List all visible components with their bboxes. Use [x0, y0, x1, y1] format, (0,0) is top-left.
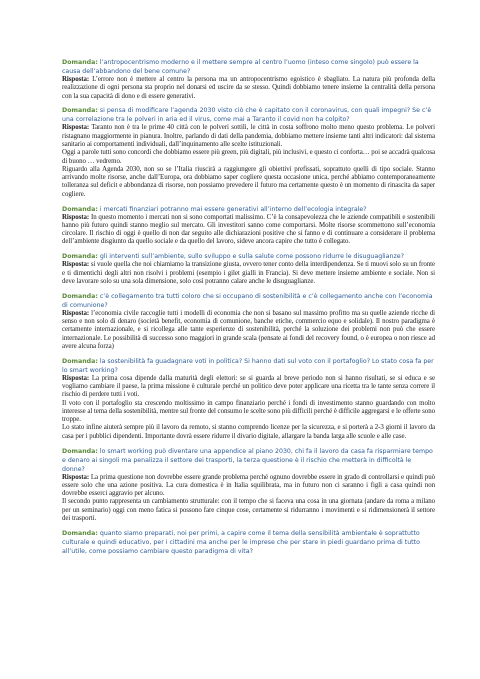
- answer-label: Risposta:: [62, 213, 90, 221]
- answer-label: Risposta:: [62, 473, 90, 481]
- answer-label: Risposta:: [62, 261, 90, 269]
- question: [62, 252, 435, 261]
- question-label: Domanda:: [62, 205, 98, 213]
- qa-item: [62, 205, 435, 247]
- qa-item: [62, 292, 435, 351]
- answer-label: Risposta:: [62, 124, 90, 132]
- question-label: Domanda:: [62, 447, 98, 455]
- answer-paragraph: Lo stato infine aiuterà sempre più il lavoro da remoto, si stanno comprendo licenze per la sicurezza, e si porterà a 2-3 giorni il lavoro da casa per i pubblici dipendenti. Importante dovrà essere ridurre il divario digitale, allargare la banda larga alle scuole e alle case.: [62, 424, 435, 440]
- question: [62, 106, 435, 124]
- question: [62, 205, 435, 214]
- answer-paragraph: [62, 76, 435, 101]
- qa-item: [62, 106, 435, 199]
- answer-paragraph: Il voto con il portafoglio sta crescendo moltissimo in campo finanziario perché i fondi di investimento stanno guardando con molto interesse al tema della sostenibilità, mentre sul fronte del consumo le scelte sono più difficili perché è difficile aggregarsi e le offerte sono troppe.: [62, 399, 435, 424]
- question-text: c’è collegamento tra tutti coloro che si occupano di sostenibilità e c’è collegamento anche con l’economia di comunione?: [62, 292, 433, 309]
- answer-text: L’errore non è mettere al centro la persona ma un antropocentrismo egoistico è sbagliato. La natura più profonda della realizzazione di ogni persona sta proprio nel donarsi ed uscire da se stesso. Quindi dobbiamo tenere insieme la centralità della persona con la sua capacità di dono e di essere generativi.: [62, 76, 435, 100]
- question-text: i mercati finanziari potranno mai essere generativi all’interno dell’ecologia integrale?: [99, 205, 367, 213]
- question-label: Domanda:: [62, 357, 98, 365]
- question: [62, 447, 435, 474]
- answer-paragraph: [62, 214, 435, 247]
- answer-text: La prima cosa dipende dalla maturità degli elettori: se si guarda al breve periodo non si hanno risultati, se si educa e se vogliamo cambiare il paese, la prima missione è culturale perché un politico deve poter applicare una ricetta tra le tante senza correre il rischio di perdere tutti i voti.: [62, 374, 435, 399]
- answer: [62, 375, 435, 441]
- qa-item: [62, 529, 435, 556]
- answer-label: Risposta:: [62, 76, 90, 83]
- question-text: si pensa di modificare l’agenda 2030 visto ciò che è capitato con il coronavirus, con quali impegni? Se c’è una correlazione tra le polveri in aria ed il virus, come mai a Taranto il covid non ha colpito?: [62, 107, 432, 124]
- answer-label: Risposta:: [62, 374, 90, 382]
- question-text: lo smart working può diventare una appendice al piano 2030, chi fa il lavoro da casa fa risparmiare tempo e denaro ai singoli ma penalizza il settore dei trasporti, la terza questione è il rischio che metterà in difficoltà le donne?: [62, 447, 433, 473]
- answer: [62, 310, 435, 351]
- answer: [62, 124, 435, 199]
- question: [62, 292, 435, 310]
- question-label: Domanda:: [62, 529, 98, 537]
- question-label: Domanda:: [62, 292, 98, 300]
- answer: [62, 76, 435, 101]
- answer-text: l’economia civile raccoglie tutti i modelli di economia che non si basano sul massimo profitto ma su quelle aziende ricche di senso e non solo di denaro (società benefit, economia di comunione, banche etiche, commercio equo e solidale). Il nostro paradigma è certamente internazionale, e si ricollega alle tante esperienze di sostenibilità, perché la soluzione dei problemi non può che essere internazionale. Le possibilità di successo sono maggiori in grande scala (pensate ai fondi del recovery found, o è europea o non riesce ad avere alcuna forza): [62, 309, 435, 350]
- document-page: [62, 58, 435, 561]
- question-label: Domanda:: [62, 253, 98, 261]
- answer: [62, 261, 435, 286]
- question: [62, 529, 435, 556]
- question-label: Domanda:: [62, 107, 98, 115]
- qa-item: [62, 447, 435, 524]
- answer-paragraph: Il secondo punto rappresenta un cambiamento strutturale: con il tempo che si faceva una cosa in una giornata (andare da roma a milano per un seminario) oggi con meno fatica si possono fare cinque cose, certamente si ridurranno i movimenti e si ridimensionerà il settore dei trasporti.: [62, 498, 435, 522]
- qa-item: [62, 252, 435, 286]
- answer-paragraph: [62, 261, 435, 286]
- answer-text: In questo momento i mercati non si sono comportati malissimo. C’è la consapevolezza che le aziende compatibili e sostenibili hanno più futuro quindi stanno meglio sul mercato. Gli investitori sanno come comportarsi. Molte risorse scommettono sull’economia circolare. Il rischio di oggi è quello di non dar seguito alle dichiarazioni positive che si fanno e di continuare a considerare il problema dell’ambiente disgiunto da quello sociale e da quello del lavoro, sideve ancora capire che tutto è collegato.: [62, 213, 435, 246]
- question-text: gli interventi sull’ambiente, sullo sviluppo e sulla salute come possono ridurre le disuguaglianze?: [99, 253, 404, 261]
- answer-paragraph: Oggi a parole tutti sono concordi che dobbiamo essere più green, più digitali, più inclusivi, e questo ci conforta… poi se accadrà qualcosa di buono … vedremo.: [62, 149, 435, 165]
- answer-paragraph: [62, 310, 435, 351]
- question-label: Domanda:: [62, 59, 98, 66]
- question-text: la sostenibilità fa guadagnare voti in politica? Si hanno dati sul voto con il portafoglio? Lo stato cosa fa per lo smart working?: [62, 357, 434, 374]
- answer-paragraph: Riguardo alla Agenda 2030, non so se l’Italia riuscirà a raggiungere gli obiettivi prefissati, soprattuto quelli di tipo sociale. Stanno arrivando molte risorse, anche dall’Europa, ora dobbiamo saper cogliere questa occasione unica, perché abbiamo contemporaneamente tolleranza sul deficit e abbondanza di risorse, non possiamo prevedere il futuro ma certamente questo è un momento di rinascita da saper cogliere.: [62, 165, 435, 198]
- question: [62, 58, 435, 76]
- answer-text: si vuole quella che noi chiamiamo la transizione giusta, ovvero tener conto della interdipendenza. Se ti muovi solo su un fronte e ti dimentichi degli altri non risolvi i problemi (esempio i gilet gialli in Francia). Si deve mettere insieme ambiente e sociale. Non si deve lavorare solo su una sola dimensione, solo così potranno calare anche le disuguaglianze.: [62, 261, 435, 285]
- answer: [62, 214, 435, 247]
- question: [62, 357, 435, 375]
- answer-text: La prima questione non dovrebbe essere grande problema perché ognuno dovrebbe essere in grado di controllarsi e quindi può essere solo che una azione positiva. La cura domestica è in Italia squilibrata, ma in futuro non ci saranno i figli a casa quindi non dovrebbe esserci aggravio per alcuno.: [62, 473, 435, 498]
- answer-label: Risposta:: [62, 309, 90, 317]
- qa-item: [62, 357, 435, 441]
- question-text: l’antropocentrismo moderno e il mettere sempre al centro l’uomo (inteso come singolo) può essere la causa dell’abbandono del bene comune?: [62, 59, 419, 75]
- answer-paragraph: [62, 124, 435, 149]
- answer: [62, 474, 435, 524]
- answer-text: Taranto non è tra le prime 40 città con le polveri sottili, le città in costa soffrono molto meno questo problema. Le polveri ristagnano maggiormente in pianura. Inoltre, parlando di dati della pandemia, dobbiamo mettere insieme tanti altri indicatori: dal sistema sanitario ai comportamenti individuali, dall’inquinamento alle scelte istituzionali.: [62, 124, 435, 148]
- question-text: quanto siamo preparati, noi per primi, a capire come il tema della sensibilità ambientale è soprattutto culturale e quindi educativo, per i cittadini ma anche per le imprese che per stare in piedi guardano prima di tutto all’utile, come possiamo cambiare questo paradigma di vita?: [62, 529, 420, 555]
- answer-paragraph: [62, 474, 435, 499]
- qa-item: [62, 58, 435, 101]
- answer-paragraph: [62, 375, 435, 400]
